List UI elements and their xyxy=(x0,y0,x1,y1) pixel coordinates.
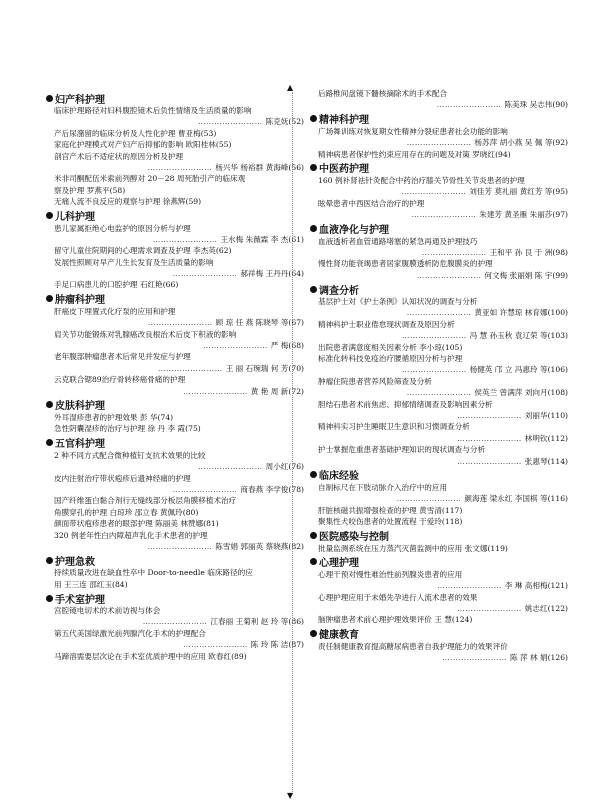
toc-entry-text: 心理护理应用于未婚先孕进行人流术患者的效果 xyxy=(318,592,478,602)
toc-line xyxy=(46,639,304,650)
section-title: 护理急救 xyxy=(55,556,95,568)
toc-line xyxy=(46,628,304,639)
toc-line xyxy=(46,317,304,328)
section-title: 五官科护理 xyxy=(55,439,105,451)
toc-line xyxy=(310,186,568,197)
section-title: 儿科护理 xyxy=(55,212,95,224)
toc-entry-text: 广场舞训练对恢复期女性精神分裂症患者社会功能的影响 xyxy=(318,126,508,136)
toc-line xyxy=(310,516,568,527)
toc-entry-text: 林明钦(112) xyxy=(524,433,568,443)
toc-entry-text: 心理干预对慢性难治性前列腺炎患者的应用 xyxy=(318,569,463,579)
toc-entry-text: 颜面带状疱疹患者的眼部护理 陈丽美 林赞娜(81) xyxy=(54,519,219,529)
toc-line xyxy=(310,580,568,591)
toc-line xyxy=(46,579,304,590)
dot-leader: …………………… xyxy=(152,234,221,244)
toc-entry-text: 朱建芳 黄圣雁 朱丽莎(97) xyxy=(479,210,568,220)
toc-line xyxy=(46,386,304,397)
toc-entry-text: 刘丽华(110) xyxy=(524,410,568,420)
toc-entry-text: 基层护士对《护士条例》认知状况的调查与分析 xyxy=(318,297,478,307)
toc-entry-text: 持续质量改进在缺血性卒中 Door-to-needle 临床路径的应 xyxy=(54,568,253,578)
dot-leader: …………………… xyxy=(401,365,470,375)
dot-leader: …………………… xyxy=(147,162,216,172)
toc-entry-text: 发展性照顾对早产儿生长发育及生活质量的影响 xyxy=(54,257,214,267)
toc-entry-text: 出院患者满意度相关因素分析 李小琼(105) xyxy=(318,342,463,352)
dot-leader: …………………… xyxy=(401,187,470,197)
bullet-icon xyxy=(310,630,317,637)
section-title: 临床经验 xyxy=(319,471,359,483)
toc-line xyxy=(46,173,304,184)
section-title: 手术室护理 xyxy=(55,594,105,606)
toc-entry-text: 肝脏核磁共振增强检查的护理 黄雪清(117) xyxy=(318,505,463,515)
toc-entry-text: 黄亚如 许慧琼 林育娜(100) xyxy=(474,308,568,318)
toc-line xyxy=(46,128,304,139)
toc-line xyxy=(46,605,304,616)
toc-entry-text: 手足口病患儿的口腔护理 石红艳(66) xyxy=(54,280,179,290)
toc-entry-text: 周小红(76) xyxy=(265,462,304,472)
toc-line xyxy=(310,88,568,99)
toc-line xyxy=(46,185,304,196)
toc-line xyxy=(46,306,304,317)
toc-line xyxy=(46,151,304,162)
toc-entry-text: 320 例老年性白内障超声乳化手术患者的护理 xyxy=(54,530,208,540)
bullet-icon xyxy=(46,595,53,602)
toc-line xyxy=(46,518,304,529)
toc-line xyxy=(46,530,304,541)
toc-line xyxy=(46,423,304,434)
toc-line xyxy=(310,652,568,663)
toc-line xyxy=(310,99,568,110)
toc-entry-text: 顾 琼 任 燕 陈晓琴 等(67) xyxy=(215,318,304,328)
dot-leader: …………………… xyxy=(416,270,485,280)
toc-entry-text: 自制标尺在下肢动脉介入治疗中的应用 xyxy=(318,482,448,492)
toc-entry-text: 批量监测系统在压力蒸汽灭菌监测中的应用 张文娜(119) xyxy=(318,543,508,553)
toc-line xyxy=(310,353,568,364)
toc-line xyxy=(310,247,568,258)
toc-entry-text: 老年腹部肿瘤患者术后常见并发症与护理 xyxy=(54,352,191,362)
toc-entry-text: 姚志红(122) xyxy=(524,604,568,614)
section-heading xyxy=(310,627,568,641)
dot-leader: …………………… xyxy=(421,247,490,257)
toc-entry-text: 用 王三连 邵红玉(84) xyxy=(54,579,128,589)
toc-entry-text: 王水梅 朱薇霖 李 杰(61) xyxy=(220,234,304,244)
toc-entry-text: 聚集性犬咬伤患者的处置流程 于爱玲(118) xyxy=(318,517,463,527)
toc-entry-text: 无痛人流不良反应的观察与护理 徐燕辉(59) xyxy=(54,197,202,207)
section-title: 健康教育 xyxy=(319,630,359,642)
section-heading xyxy=(310,468,568,482)
toc-line xyxy=(46,105,304,116)
toc-line xyxy=(46,234,304,245)
section-heading xyxy=(310,112,568,126)
bullet-icon xyxy=(310,115,317,122)
toc-entry-text: 杨兴华 杨裕群 黄海峰(56) xyxy=(215,162,304,172)
toc-line xyxy=(310,270,568,281)
toc-line xyxy=(310,236,568,247)
bullet-icon xyxy=(46,95,53,102)
section-heading xyxy=(310,222,568,236)
toc-line xyxy=(46,541,304,552)
toc-line xyxy=(46,651,304,662)
section-heading xyxy=(46,292,304,306)
toc-entry-text: 产后尿潴留的临床分析及人性化护理 曹亚梅(53) xyxy=(54,128,217,138)
toc-entry-text: 颜海莲 梁永红 李国棋 等(116) xyxy=(464,494,568,504)
toc-entry-text: 责任制健康教育提高糖尿病患者自我护理能力的效果评价 xyxy=(318,641,508,651)
dot-leader: …………………… xyxy=(406,138,475,148)
section-heading xyxy=(46,398,304,412)
toc-line xyxy=(310,421,568,432)
toc-line xyxy=(46,340,304,351)
dot-leader: …………………… xyxy=(457,456,525,466)
bullet-icon xyxy=(310,164,317,171)
toc-line xyxy=(310,603,568,614)
section-heading xyxy=(46,591,304,605)
toc-line xyxy=(310,456,568,467)
bullet-icon xyxy=(310,225,317,232)
toc-entry-text: 后路椎间盘镜下髓核摘除术的手术配合 xyxy=(318,89,448,98)
toc-line xyxy=(46,116,304,127)
toc-line xyxy=(310,569,568,580)
section-heading xyxy=(310,161,568,175)
section-title: 精神科护理 xyxy=(319,115,369,127)
bullet-icon xyxy=(46,439,53,446)
toc-entry-text: 肩关节功能锻炼对乳腺癌改良根治术后皮下积液的影响 xyxy=(54,329,237,339)
toc-entry-text: 马蹄溶需要层次论在手术室优质护理中的应用 欧春红(89) xyxy=(54,651,247,661)
dot-leader: …………………… xyxy=(457,410,525,420)
toc-entry-text: 王 丽 石琬瑞 何 芳(70) xyxy=(225,363,304,373)
section-heading xyxy=(310,555,568,569)
bullet-icon xyxy=(310,558,317,565)
toc-entry-text: 郝祥梅 王丹丹(64) xyxy=(240,269,304,279)
toc-entry-text: 精神科护士职业倦怠现状调查及原因分析 xyxy=(318,319,455,329)
toc-line xyxy=(46,162,304,173)
toc-line xyxy=(310,209,568,220)
toc-entry-text: 2 种不同方式配合微种植钉支抗术效果的比较 xyxy=(54,450,206,460)
toc-entry-text: 陈美珠 吴志伟(90) xyxy=(504,100,568,110)
toc-entry-text: 冯 慧 孙玉秋 袁辽荣 等(103) xyxy=(469,331,568,341)
section-heading xyxy=(46,553,304,567)
toc-line xyxy=(46,567,304,578)
dot-leader: …………………… xyxy=(147,541,216,551)
toc-line xyxy=(310,137,568,148)
toc-line xyxy=(310,387,568,398)
section-heading xyxy=(46,91,304,105)
toc-entry-text: 留守儿童住院期间的心理需求调查及护理 李杰英(62) xyxy=(54,246,232,256)
toc-entry-text: 杨健英 邝 立 冯惠玲 等(106) xyxy=(469,365,568,375)
triangle-down-icon: ▼ xyxy=(287,791,294,800)
dot-leader: …………………… xyxy=(172,269,241,279)
toc-line xyxy=(310,641,568,652)
toc-line xyxy=(46,139,304,150)
bullet-icon xyxy=(46,401,53,408)
toc-entry-text: 剖宫产术后不适症状的原因分析及护理 xyxy=(54,151,184,161)
toc-entry-text: 严 梅(68) xyxy=(270,341,304,351)
toc-entry-text: 李 琳 高相梅(121) xyxy=(504,581,568,591)
toc-line xyxy=(310,330,568,341)
toc-entry-text: 张惠琴(114) xyxy=(524,456,568,466)
toc-line xyxy=(46,616,304,627)
dot-leader: …………………… xyxy=(457,604,525,614)
toc-line xyxy=(46,329,304,340)
section-title: 血液净化与护理 xyxy=(319,225,389,237)
toc-line xyxy=(310,307,568,318)
section-title: 皮肤科护理 xyxy=(55,401,105,413)
toc-entry-text: 王和平 孙 艮 于 洲(98) xyxy=(489,247,568,257)
toc-entry-text: 察及护理 罗燕平(58) xyxy=(54,185,126,195)
toc-line xyxy=(46,196,304,207)
toc-entry-text: 肝癌皮下埋置式化疗泵的应用和护理 xyxy=(54,306,176,316)
section-title: 中医药护理 xyxy=(319,164,369,176)
toc-entry-text: 160 例补肾祛针灸配合中药治疗膝关节骨性关节炎患者的护理 xyxy=(318,175,525,185)
right-column xyxy=(310,88,568,664)
toc-line xyxy=(46,223,304,234)
toc-entry-text: 急性阴囊湿疹的治疗与护理 徐 丹 李 霞(75) xyxy=(54,424,201,434)
toc-line xyxy=(46,245,304,256)
toc-line xyxy=(310,433,568,444)
toc-line xyxy=(46,374,304,385)
toc-entry-text: 脑肿瘤患者术前心理护理效果评价 王 慧(124) xyxy=(318,615,473,625)
dot-leader: …………………… xyxy=(406,388,475,398)
toc-line xyxy=(310,410,568,421)
toc-line xyxy=(310,505,568,516)
toc-entry-text: 商春燕 李学俊(78) xyxy=(240,484,304,494)
toc-line xyxy=(46,279,304,290)
section-heading xyxy=(310,282,568,296)
toc-entry-text: 杨苏萍 胡小燕 吴 佩 等(92) xyxy=(474,138,568,148)
toc-entry-text: 陈 萍 林 娟(126) xyxy=(509,653,568,663)
toc-entry-text: 皮内注射治疗带状疱疹后遗神经痛的护理 xyxy=(54,473,191,483)
bullet-icon xyxy=(46,557,53,564)
toc-entry-text: 侯英兰 曾满萍 刘向月(108) xyxy=(474,388,568,398)
toc-entry-text: 精神科实习护生睡眠卫生意识和习惯调查分析 xyxy=(318,422,470,432)
toc-line xyxy=(46,495,304,506)
toc-line xyxy=(310,175,568,186)
section-title: 医院感染与控制 xyxy=(319,532,389,543)
toc-line xyxy=(46,268,304,279)
bullet-icon xyxy=(310,471,317,478)
toc-entry-text: 陈雪娟 郭丽英 蔡晓燕(82) xyxy=(215,541,304,551)
toc-line xyxy=(310,444,568,455)
left-column xyxy=(46,90,304,662)
section-title: 妇产科护理 xyxy=(55,94,105,106)
toc-line xyxy=(310,258,568,269)
toc-line xyxy=(310,296,568,307)
toc-entry-text: 江春丽 王菊利 赵 玲 等(86) xyxy=(210,617,304,627)
section-heading xyxy=(46,209,304,223)
toc-entry-text: 血液透析者血管通路堵塞的紧急再通及护理技巧 xyxy=(318,236,478,246)
toc-line xyxy=(46,450,304,461)
toc-entry-text: 精神病患者保护性约束应用存在的问题及对策 罗晓红(94) xyxy=(318,149,511,159)
toc-entry-text: 眩晕患者中西医结合治疗的护理 xyxy=(318,198,425,208)
toc-line xyxy=(46,351,304,362)
bullet-icon xyxy=(310,286,317,293)
dot-leader: …………………… xyxy=(203,341,271,351)
toc-line xyxy=(310,342,568,353)
toc-entry-text: 云克联合锶89治疗骨转移癌骨痛的护理 xyxy=(54,375,186,385)
dot-leader: …………………… xyxy=(442,653,510,663)
section-title: 调查分析 xyxy=(319,285,359,297)
triangle-up-icon: ▲ xyxy=(287,83,294,92)
toc-entry-text: 护士掌握危重患者基础护理知识的现状调查与分析 xyxy=(318,445,486,455)
toc-entry-text: 宫腔镜电切术的术前访视与体会 xyxy=(54,606,161,616)
dot-leader: …………………… xyxy=(411,210,480,220)
toc-line xyxy=(310,614,568,625)
toc-entry-text: 慢性肾功能衰竭患者居家腹膜透析防危腹膜炎的护理 xyxy=(318,259,493,269)
toc-entry-text: 胆结石患者术前焦虑、抑郁情绪调查及影响因素分析 xyxy=(318,399,493,409)
dot-leader: …………………… xyxy=(183,386,251,396)
toc-line xyxy=(46,257,304,268)
bullet-icon xyxy=(310,532,317,539)
dot-leader: …………………… xyxy=(157,363,226,373)
toc-entry-text: 刘佳芳 莫礼丽 黄红芳 等(95) xyxy=(469,187,568,197)
section-title: 心理护理 xyxy=(319,558,359,570)
dot-leader: …………………… xyxy=(142,617,211,627)
toc-entry-text: 家庭化护理模式对产妇产后抑郁的影响 欧阳桂林(55) xyxy=(54,140,232,150)
toc-line xyxy=(310,543,568,554)
toc-entry-text: 临床护理路径对妇科腹腔镜术后负性情绪及生活质量的影响 xyxy=(54,106,252,115)
column-divider xyxy=(292,92,293,792)
toc-line xyxy=(310,198,568,209)
toc-entry-text: 何文梅 张丽娟 陈 宇(99) xyxy=(484,270,568,280)
toc-line xyxy=(46,473,304,484)
toc-line xyxy=(46,412,304,423)
toc-entry-text: 陈克妩(52) xyxy=(265,117,304,127)
bullet-icon xyxy=(46,212,53,219)
toc-entry-text: 角膜穿孔的护理 白琼珍 邵立春 黄佩玲(80) xyxy=(54,507,199,517)
section-heading xyxy=(310,529,568,543)
toc-entry-text: 国产纤维蛋白黏合剂行无缝线部分板层角膜移植术治疗 xyxy=(54,496,237,506)
toc-line xyxy=(310,493,568,504)
toc-line xyxy=(310,319,568,330)
toc-line xyxy=(310,482,568,493)
toc-entry-text: 肿瘤住院患者营养风险筛查及分析 xyxy=(318,376,432,386)
toc-line xyxy=(310,376,568,387)
dot-leader: …………………… xyxy=(172,484,241,494)
dot-leader: …………………… xyxy=(401,331,470,341)
dot-leader: …………………… xyxy=(197,117,266,127)
dot-leader: …………………… xyxy=(436,100,505,110)
toc-entry-text: 米非司酮配伍米索前列醇对 20－28 周死胎引产的临床观 xyxy=(54,174,246,184)
dot-leader: …………………… xyxy=(396,494,465,504)
toc-entry-text: 标准化转科技免疫治疗腰循原因分析与护理 xyxy=(318,354,463,364)
bullet-icon xyxy=(46,295,53,302)
dot-leader: …………………… xyxy=(406,308,475,318)
toc-line xyxy=(310,364,568,375)
toc-line xyxy=(46,484,304,495)
toc-line xyxy=(46,461,304,472)
dot-leader: …………………… xyxy=(197,462,266,472)
section-heading xyxy=(46,436,304,450)
dot-leader: …………………… xyxy=(437,581,505,591)
section-title: 肿瘤科护理 xyxy=(55,295,105,307)
dot-leader: …………………… xyxy=(183,640,251,650)
toc-entry-text: 陈 玲 陈 洁(87) xyxy=(250,640,304,650)
toc-entry-text: 外耳湿疹患者的护理效果 彭 华(74) xyxy=(54,412,174,422)
toc-line xyxy=(310,126,568,137)
toc-line xyxy=(310,592,568,603)
toc-line xyxy=(46,507,304,518)
dot-leader: …………………… xyxy=(147,318,216,328)
toc-line xyxy=(310,399,568,410)
dot-leader: …………………… xyxy=(457,433,525,443)
toc-entry-text: 第五代美国绿激光前列腺汽化手术的护理配合 xyxy=(54,628,206,638)
toc-entry-text: 患儿家属拒绝心电监护的原因分析与护理 xyxy=(54,223,191,233)
toc-entry-text: 黄 艳 周 新(72) xyxy=(250,386,304,396)
toc-line xyxy=(46,363,304,374)
toc-line xyxy=(310,149,568,160)
